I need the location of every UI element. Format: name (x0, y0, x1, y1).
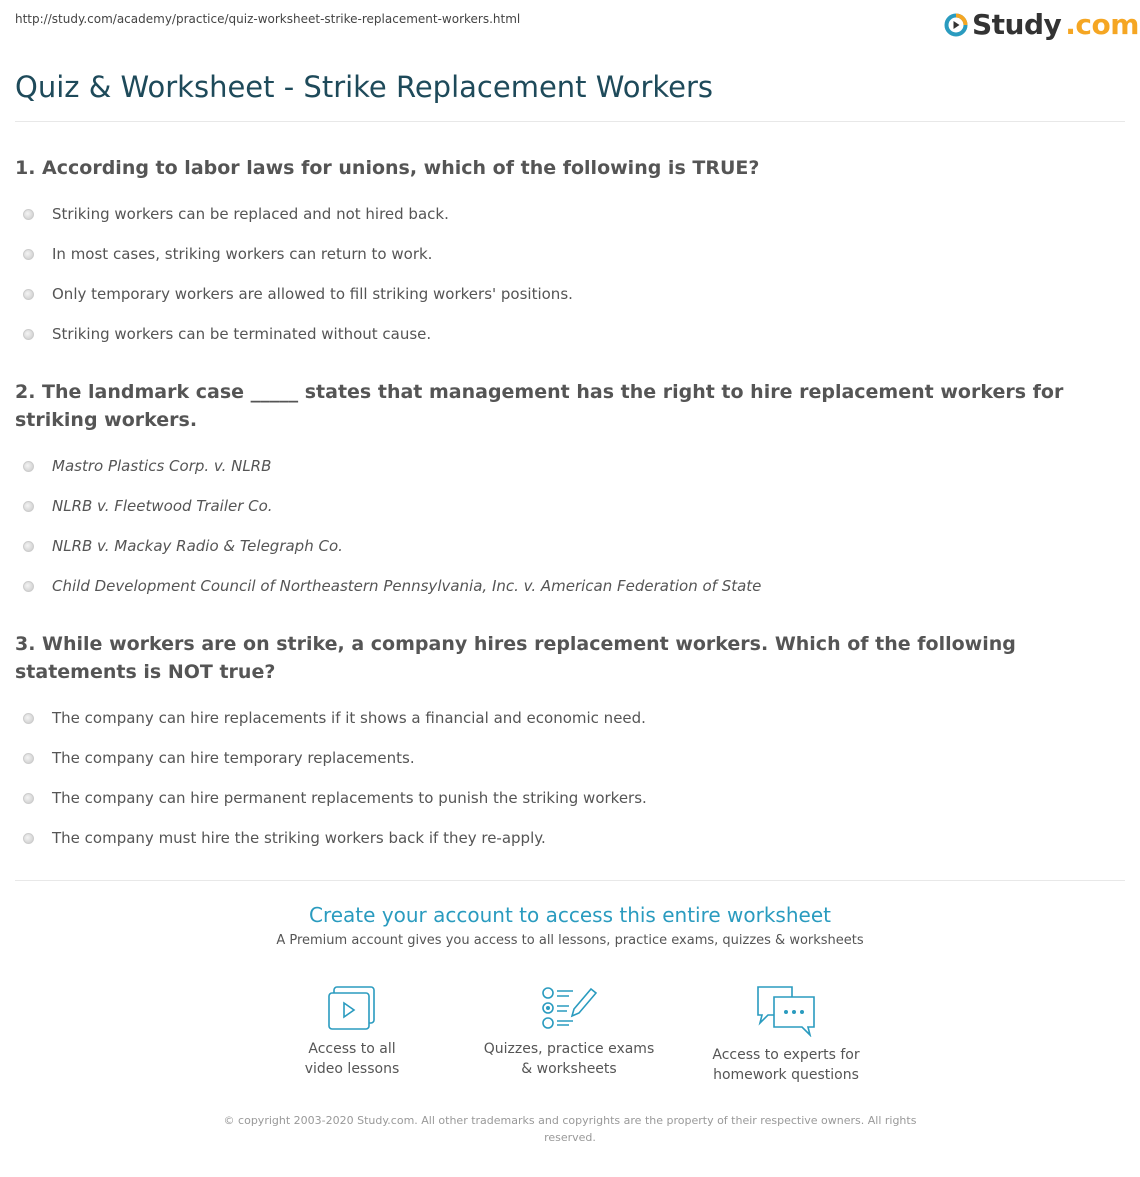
question-block (15, 630, 1125, 858)
answer-label: The company can hire replacements if it shows a financial and economic need. (52, 709, 646, 727)
feature-line: homework questions (713, 1067, 859, 1083)
logo-play-icon (944, 13, 968, 37)
divider (15, 121, 1125, 122)
feature-quizzes (459, 985, 679, 1079)
answer-label: The company must hire the striking workers back if they re-apply. (52, 829, 546, 847)
question-text: 3. While workers are on strike, a company hires replacement workers. Which of the following statements is NOT true? (15, 633, 1016, 683)
question-block (15, 378, 1125, 606)
feature-video-lessons (242, 985, 462, 1079)
question-text: 1. According to labor laws for unions, which of the following is TRUE? (15, 157, 760, 179)
study-logo[interactable] (944, 8, 1139, 41)
answer-option[interactable] (15, 194, 1125, 234)
chat-bubbles-icon (754, 985, 818, 1037)
radio-button[interactable] (23, 793, 34, 804)
radio-button[interactable] (23, 541, 34, 552)
answer-label: The company can hire temporary replacements. (52, 749, 415, 767)
answer-option[interactable] (15, 738, 1125, 778)
answer-label: Striking workers can be terminated without cause. (52, 325, 432, 343)
answer-option[interactable] (15, 526, 1125, 566)
radio-button[interactable] (23, 753, 34, 764)
logo-name: Study (972, 8, 1062, 41)
answer-option[interactable] (15, 566, 1125, 606)
radio-button[interactable] (23, 461, 34, 472)
page-title: Quiz & Worksheet - Strike Replacement Workers (15, 70, 714, 104)
answer-option[interactable] (15, 698, 1125, 738)
radio-button[interactable] (23, 289, 34, 300)
answer-option[interactable] (15, 274, 1125, 314)
divider (15, 880, 1125, 881)
answer-label: NLRB v. Fleetwood Trailer Co. (52, 497, 273, 515)
answer-label: The company can hire permanent replacements to punish the striking workers. (52, 789, 647, 807)
radio-button[interactable] (23, 329, 34, 340)
answer-option[interactable] (15, 446, 1125, 486)
feature-line: & worksheets (521, 1061, 617, 1077)
question-block (15, 154, 1125, 354)
answer-option[interactable] (15, 486, 1125, 526)
quiz-checklist-icon (541, 985, 597, 1031)
radio-button[interactable] (23, 209, 34, 220)
cta-subtitle: A Premium account gives you access to all lessons, practice exams, quizzes & worksheets (276, 933, 864, 948)
page-url: http://study.com/academy/practice/quiz-worksheet-strike-replacement-workers.html (15, 12, 521, 26)
answer-label: Mastro Plastics Corp. v. NLRB (52, 457, 272, 475)
answer-option[interactable] (15, 818, 1125, 858)
answer-label: NLRB v. Mackay Radio & Telegraph Co. (52, 537, 343, 555)
create-account-link[interactable]: Create your account to access this entire worksheet (309, 903, 831, 927)
radio-button[interactable] (23, 581, 34, 592)
video-lessons-icon (326, 985, 378, 1031)
feature-line: Quizzes, practice exams (483, 1041, 655, 1057)
answer-label: Striking workers can be replaced and not hired back. (52, 205, 449, 223)
answer-option[interactable] (15, 234, 1125, 274)
answer-option[interactable] (15, 778, 1125, 818)
logo-tld: .com (1065, 8, 1139, 41)
feature-line: Access to experts for (712, 1047, 860, 1063)
answer-label: In most cases, striking workers can return to work. (52, 245, 433, 263)
quiz-questions (15, 154, 1125, 882)
question-text: 2. The landmark case _____ states that management has the right to hire replacement workers for striking workers. (15, 381, 1064, 431)
cta-section (0, 903, 1140, 948)
copyright-footer: © copyright 2003-2020 Study.com. All other trademarks and copyrights are the property of their respective owners. All rights reserved. (223, 1114, 917, 1144)
answer-option[interactable] (15, 314, 1125, 354)
feature-line: Access to all (308, 1041, 396, 1057)
feature-line: video lessons (304, 1061, 400, 1077)
radio-button[interactable] (23, 501, 34, 512)
answer-label: Child Development Council of Northeastern Pennsylvania, Inc. v. American Federation of State (52, 577, 762, 595)
radio-button[interactable] (23, 833, 34, 844)
answer-label: Only temporary workers are allowed to fill striking workers' positions. (52, 285, 573, 303)
feature-experts (676, 985, 896, 1085)
radio-button[interactable] (23, 249, 34, 260)
radio-button[interactable] (23, 713, 34, 724)
